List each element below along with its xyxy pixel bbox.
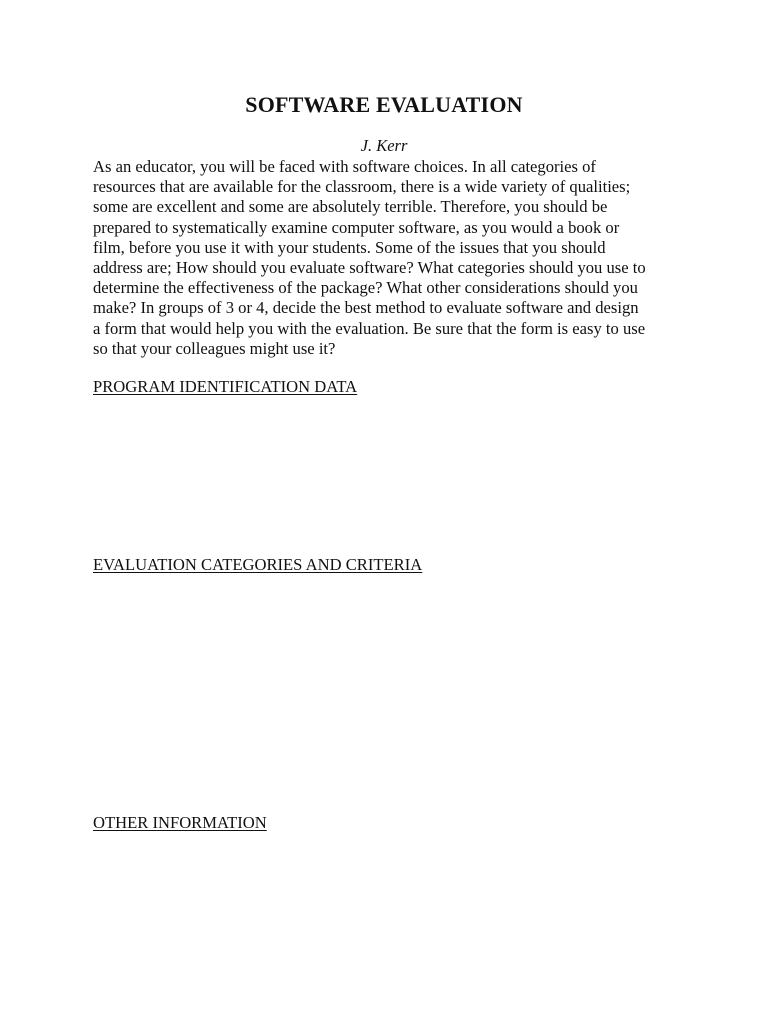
intro-paragraph: As an educator, you will be faced with software choices. In all categories of resources that are available for the classroom, there is a wide variety of qualities; some are excellent and some are absolutely terrible. Therefore, you should be prepared to systematically examine computer software, as you would a book or film, before you use it with your students. Some of the issues that you should address are; How should you evaluate software? What categories should you use to determine the effectiveness of the package? What other considerations should you make? In groups of 3 or 4, decide the best method to evaluate software and design a form that would help you with the evaluation. Be sure that the form is easy to use so that your colleagues might use it?	[93, 157, 646, 358]
section-heading-other-information: OTHER INFORMATION	[93, 813, 267, 832]
document-author: J. Kerr	[360, 136, 408, 155]
section-heading-evaluation-categories: EVALUATION CATEGORIES AND CRITERIA	[93, 555, 423, 574]
document-title: SOFTWARE EVALUATION	[245, 92, 523, 117]
section-heading-program-identification: PROGRAM IDENTIFICATION DATA	[93, 377, 358, 396]
